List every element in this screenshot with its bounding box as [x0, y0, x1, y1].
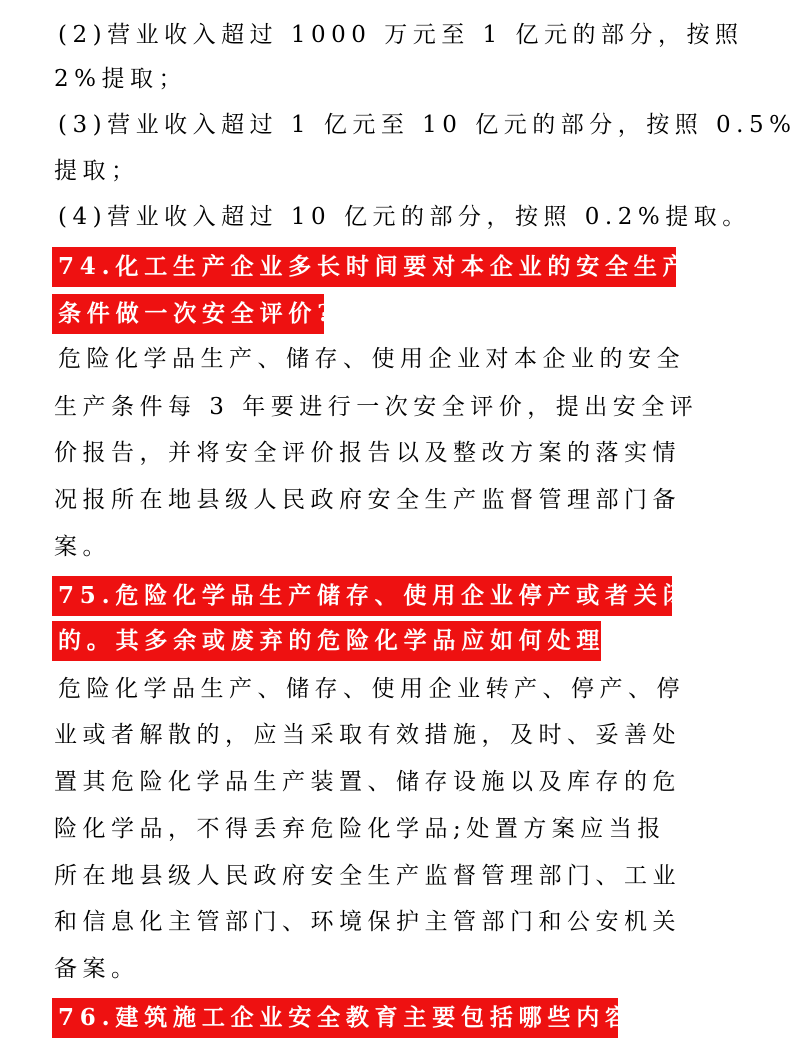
answer-75-line: 业或者解散的，应当采取有效措施，及时、妥善处: [54, 722, 681, 748]
question-75-title-line-2: 的。其多余或废弃的危险化学品应如何处理?: [52, 621, 601, 661]
fee-item-2-line-2: 2%提取；: [54, 66, 187, 92]
question-74-title-line-2: 条件做一次安全评价?: [52, 294, 324, 334]
answer-74-line: 况报所在地县级人民政府安全生产监督管理部门备: [54, 487, 681, 513]
fee-item-2-line-1: (2)营业收入超过 1000 万元至 1 亿元的部分，按照: [58, 22, 744, 48]
fee-item-3-line-1: (3)营业收入超过 1 亿元至 10 亿元的部分，按照 0.5%: [58, 112, 796, 138]
answer-74-line: 案。: [54, 534, 111, 560]
answer-75-line: 危险化学品生产、储存、使用企业转产、停产、停: [58, 676, 685, 702]
answer-74-line: 价报告，并将安全评价报告以及整改方案的落实情: [54, 440, 681, 466]
question-74-title-line-1: 74.化工生产企业多长时间要对本企业的安全生产: [52, 247, 676, 287]
question-76-title-line-1: 76.建筑施工企业安全教育主要包括哪些内容?: [52, 998, 618, 1038]
answer-74-line: 生产条件每 3 年要进行一次安全评价，提出安全评: [54, 394, 699, 420]
answer-75-line: 置其危险化学品生产装置、储存设施以及库存的危: [54, 769, 681, 795]
question-75-title-line-1: 75.危险化学品生产储存、使用企业停产或者关闭: [52, 576, 672, 616]
answer-75-line: 备案。: [54, 956, 140, 982]
fee-item-4-line-1: (4)营业收入超过 10 亿元的部分，按照 0.2%提取。: [58, 204, 751, 230]
answer-75-line: 和信息化主管部门、环境保护主管部门和公安机关: [54, 909, 681, 935]
answer-74-line: 危险化学品生产、储存、使用企业对本企业的安全: [58, 346, 685, 372]
answer-75-line: 险化学品，不得丢弃危险化学品;处置方案应当报: [54, 816, 666, 842]
answer-75-line: 所在地县级人民政府安全生产监督管理部门、工业: [54, 863, 681, 889]
fee-item-3-line-2: 提取；: [54, 158, 140, 184]
